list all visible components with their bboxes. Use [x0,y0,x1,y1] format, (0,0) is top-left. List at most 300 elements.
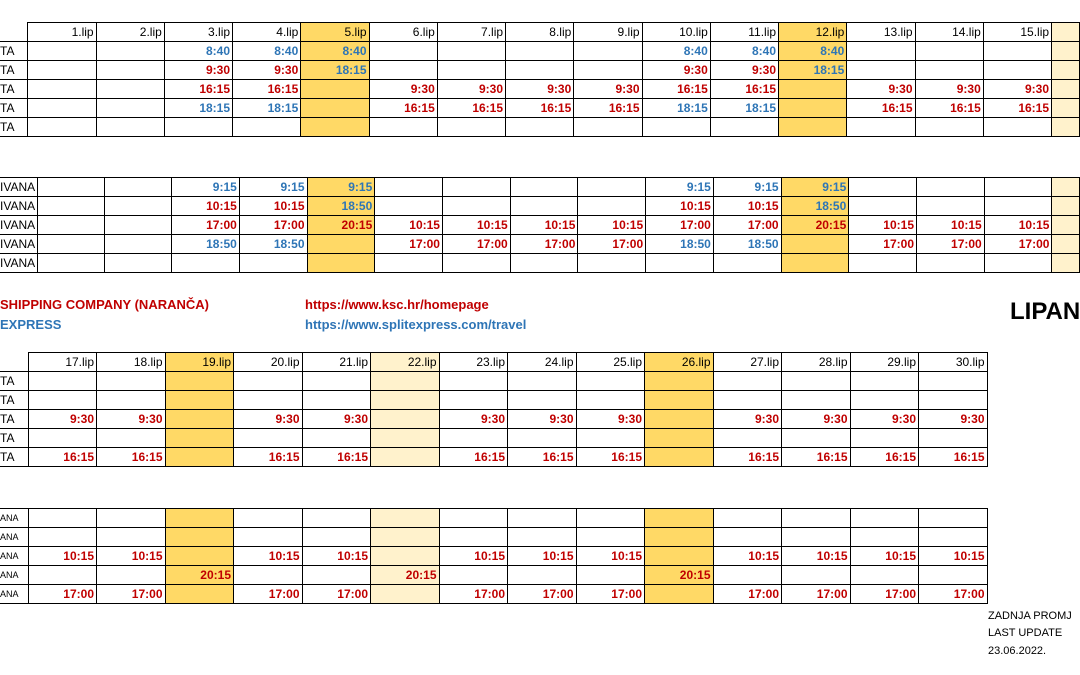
date-header: 19.lip [165,353,234,372]
departure-time-cell: 16:15 [782,448,851,467]
departure-time-cell: 18:15 [301,61,369,80]
departure-time-cell [849,254,917,273]
departure-time-cell: 9:30 [576,410,645,429]
departure-time-cell [850,391,919,410]
departure-time-cell: 9:30 [919,410,988,429]
table-row [0,216,1080,235]
table-row [0,178,1080,197]
departure-time-cell [506,61,574,80]
departure-time-cell [439,528,508,547]
table-row [0,235,1080,254]
date-header: 23.lip [439,353,508,372]
departure-time-cell [1052,254,1080,273]
departure-time-cell: 16:15 [983,99,1051,118]
departure-time-cell [1052,42,1080,61]
departure-time-cell: 17:00 [782,585,851,604]
departure-time-cell: 16:15 [576,448,645,467]
route-label: IVANA [0,178,38,197]
departure-time-cell: 17:00 [713,585,782,604]
departure-time-cell [307,235,375,254]
departure-time-cell [371,391,440,410]
table-row [0,528,987,547]
departure-time-cell [369,42,437,61]
departure-time-cell: 8:40 [642,42,710,61]
departure-time-cell [779,118,847,137]
header-corner [0,23,28,42]
departure-time-cell: 9:15 [307,178,375,197]
departure-time-cell [302,566,371,585]
departure-time-cell [371,372,440,391]
departure-time-cell: 9:30 [233,61,301,80]
table-row [0,197,1080,216]
departure-time-cell [375,254,443,273]
departure-time-cell: 9:15 [172,178,240,197]
departure-time-cell [984,178,1052,197]
departure-time-cell: 16:15 [302,448,371,467]
departure-time-cell: 10:15 [172,197,240,216]
table-row [0,448,987,467]
departure-time-cell: 9:15 [781,178,849,197]
route-label: IVANA [0,216,38,235]
date-header: 24.lip [508,353,577,372]
departure-time-cell [576,372,645,391]
route-label: ANA [0,509,28,528]
departure-time-cell [646,254,714,273]
departure-time-cell: 8:40 [779,42,847,61]
route-label: ANA [0,528,28,547]
departure-time-cell [38,235,105,254]
departure-time-cell: 17:00 [646,216,714,235]
departure-time-cell [645,410,714,429]
departure-time-cell: 17:00 [28,585,97,604]
departure-time-cell [97,429,166,448]
departure-time-cell [782,509,851,528]
departure-time-cell: 20:15 [781,216,849,235]
departure-time-cell: 10:15 [578,216,646,235]
table-row [0,118,1080,137]
departure-time-cell: 17:00 [917,235,985,254]
departure-time-cell [97,372,166,391]
departure-time-cell [983,42,1051,61]
departure-time-cell: 17:00 [984,235,1052,254]
departure-time-cell [574,118,642,137]
route-label: TA [0,429,28,448]
departure-time-cell [576,509,645,528]
date-header: 4.lip [233,23,301,42]
departure-time-cell [915,118,983,137]
departure-time-cell: 17:00 [302,585,371,604]
departure-time-cell [97,528,166,547]
departure-time-cell [508,391,577,410]
departure-time-cell [508,372,577,391]
departure-time-cell [915,61,983,80]
departure-time-cell [713,566,782,585]
departure-time-cell [371,528,440,547]
departure-time-cell [302,528,371,547]
departure-time-cell [437,61,505,80]
route-label: IVANA [0,197,38,216]
departure-time-cell: 16:15 [850,448,919,467]
departure-time-cell [578,197,646,216]
departure-time-cell [164,118,232,137]
departure-time-cell: 17:00 [239,216,307,235]
departure-time-cell [442,197,510,216]
departure-time-cell: 16:15 [713,448,782,467]
departure-time-cell [28,118,96,137]
route-label: ANA [0,547,28,566]
departure-time-cell: 10:15 [439,547,508,566]
table-row [0,585,987,604]
departure-time-cell [710,118,778,137]
departure-time-cell [375,178,443,197]
date-header: 7.lip [437,23,505,42]
departure-time-cell [165,585,234,604]
departure-time-cell [96,118,164,137]
date-header: 12.lip [779,23,847,42]
departure-time-cell: 16:15 [164,80,232,99]
departure-time-cell: 20:15 [371,566,440,585]
departure-time-cell: 10:15 [510,216,578,235]
departure-time-cell [1052,118,1080,137]
departure-time-cell [781,235,849,254]
departure-time-cell: 9:30 [713,410,782,429]
departure-time-cell: 18:50 [239,235,307,254]
route-label: TA [0,372,28,391]
departure-time-cell [576,566,645,585]
route-label: TA [0,80,28,99]
departure-time-cell: 18:50 [781,197,849,216]
departure-time-cell: 10:15 [508,547,577,566]
departure-time-cell: 10:15 [917,216,985,235]
departure-time-cell [369,118,437,137]
link-ksc[interactable]: https://www.ksc.hr/homepage [305,297,489,312]
departure-time-cell [439,509,508,528]
table-row [0,391,987,410]
departure-time-cell [439,566,508,585]
departure-time-cell: 9:15 [646,178,714,197]
date-header: 17.lip [28,353,97,372]
departure-time-cell: 17:00 [713,216,781,235]
departure-time-cell [506,42,574,61]
departure-time-cell: 10:15 [782,547,851,566]
departure-time-cell [371,429,440,448]
departure-time-cell [1052,197,1080,216]
departure-time-cell [302,391,371,410]
departure-time-cell [850,509,919,528]
departure-time-cell [371,585,440,604]
departure-time-cell [713,528,782,547]
departure-time-cell [576,391,645,410]
departure-time-cell [779,80,847,99]
company-name-ksc: SHIPPING COMPANY (NARANČA) [0,297,209,312]
departure-time-cell [915,42,983,61]
departure-time-cell: 20:15 [645,566,714,585]
departure-time-cell [983,118,1051,137]
departure-time-cell: 17:00 [919,585,988,604]
departure-time-cell [508,509,577,528]
date-header: 28.lip [782,353,851,372]
header-corner [0,353,28,372]
departure-time-cell [234,391,303,410]
departure-time-cell [437,118,505,137]
departure-time-cell [642,118,710,137]
header-row [0,353,987,372]
departure-time-cell: 8:40 [233,42,301,61]
route-label: IVANA [0,235,38,254]
departure-time-cell [849,197,917,216]
departure-time-cell: 17:00 [439,585,508,604]
departure-time-cell [371,509,440,528]
departure-time-cell: 16:15 [437,99,505,118]
departure-time-cell: 17:00 [508,585,577,604]
departure-time-cell [28,509,97,528]
departure-time-cell [234,566,303,585]
departure-time-cell: 16:15 [508,448,577,467]
departure-time-cell [917,254,985,273]
table-row [0,410,987,429]
departure-time-cell: 9:15 [713,178,781,197]
departure-time-cell [847,61,915,80]
departure-time-cell: 9:30 [28,410,97,429]
route-label: TA [0,118,28,137]
departure-time-cell [28,566,97,585]
departure-time-cell: 17:00 [375,235,443,254]
departure-time-cell [105,216,172,235]
departure-time-cell [96,61,164,80]
departure-time-cell: 9:30 [642,61,710,80]
departure-time-cell [1052,216,1080,235]
departure-time-cell [782,566,851,585]
departure-time-cell: 10:15 [713,197,781,216]
departure-time-cell [919,566,988,585]
departure-time-cell [105,254,172,273]
departure-time-cell [506,118,574,137]
departure-time-cell [1052,61,1080,80]
last-update-date: 23.06.2022. [988,645,1047,657]
departure-time-cell: 8:40 [710,42,778,61]
route-label: IVANA [0,254,38,273]
departure-time-cell: 16:15 [28,448,97,467]
table-row [0,42,1080,61]
departure-time-cell: 16:15 [847,99,915,118]
departure-time-cell: 9:30 [164,61,232,80]
departure-time-cell [645,585,714,604]
departure-time-cell [645,429,714,448]
departure-time-cell: 18:15 [164,99,232,118]
departure-time-cell: 17:00 [849,235,917,254]
departure-time-cell [919,528,988,547]
departure-time-cell [850,429,919,448]
departure-time-cell: 16:15 [642,80,710,99]
departure-time-cell [847,42,915,61]
departure-time-cell [234,372,303,391]
date-header: 5.lip [301,23,369,42]
table-row [0,429,987,448]
departure-time-cell: 10:15 [234,547,303,566]
departure-time-cell [645,509,714,528]
departure-time-cell [919,509,988,528]
departure-time-cell [165,372,234,391]
departure-time-cell: 9:30 [369,80,437,99]
departure-time-cell: 10:15 [442,216,510,235]
month-title: LIPAN [1010,298,1080,325]
route-label: TA [0,448,28,467]
departure-time-cell: 9:30 [983,80,1051,99]
departure-time-cell [713,372,782,391]
departure-time-cell [919,372,988,391]
departure-time-cell: 9:30 [302,410,371,429]
departure-time-cell [371,547,440,566]
departure-time-cell [165,509,234,528]
departure-time-cell [782,429,851,448]
departure-time-cell [645,372,714,391]
departure-time-cell: 20:15 [307,216,375,235]
departure-time-cell [28,429,97,448]
table-row [0,372,987,391]
departure-time-cell [96,42,164,61]
departure-time-cell [510,197,578,216]
departure-time-cell [302,429,371,448]
schedule-table-departures-week1 [0,22,1080,137]
departure-time-cell [234,528,303,547]
departure-time-cell: 17:00 [510,235,578,254]
departure-time-cell: 18:50 [646,235,714,254]
departure-time-cell: 10:15 [239,197,307,216]
date-header: 20.lip [234,353,303,372]
departure-time-cell [779,99,847,118]
departure-time-cell: 16:15 [97,448,166,467]
date-header: 11.lip [710,23,778,42]
departure-time-cell [38,178,105,197]
departure-time-cell [984,197,1052,216]
departure-time-cell: 10:15 [984,216,1052,235]
departure-time-cell: 16:15 [506,99,574,118]
departure-time-cell: 9:30 [915,80,983,99]
table-row [0,509,987,528]
date-header: 30.lip [919,353,988,372]
last-update-label-hr: ZADNJA PROMJ [988,610,1072,622]
departure-time-cell [919,391,988,410]
route-label: TA [0,391,28,410]
departure-time-cell: 9:15 [239,178,307,197]
departure-time-cell [508,429,577,448]
departure-time-cell [782,528,851,547]
departure-time-cell [233,118,301,137]
date-header: 18.lip [97,353,166,372]
departure-time-cell: 17:00 [578,235,646,254]
departure-time-cell [28,391,97,410]
departure-time-cell: 16:15 [919,448,988,467]
departure-time-cell [97,566,166,585]
departure-time-cell: 9:30 [97,410,166,429]
departure-time-cell: 9:30 [847,80,915,99]
departure-time-cell [437,42,505,61]
departure-time-cell [849,178,917,197]
departure-time-cell [645,391,714,410]
departure-time-cell [302,509,371,528]
schedule-table-returns-week2 [0,508,988,604]
departure-time-cell: 9:30 [782,410,851,429]
departure-time-cell [38,197,105,216]
departure-time-cell [713,509,782,528]
departure-time-cell [984,254,1052,273]
departure-time-cell: 16:15 [710,80,778,99]
departure-time-cell: 20:15 [165,566,234,585]
departure-time-cell: 18:15 [779,61,847,80]
departure-time-cell [1052,178,1080,197]
table-row [0,254,1080,273]
departure-time-cell [96,99,164,118]
departure-time-cell [28,99,96,118]
departure-time-cell [713,254,781,273]
departure-time-cell [983,61,1051,80]
departure-time-cell [375,197,443,216]
date-header: 26.lip [645,353,714,372]
departure-time-cell: 10:15 [919,547,988,566]
departure-time-cell [645,528,714,547]
departure-time-cell: 17:00 [850,585,919,604]
table-row [0,61,1080,80]
table-row [0,547,987,566]
departure-time-cell [371,410,440,429]
departure-time-cell [508,528,577,547]
date-header: 9.lip [574,23,642,42]
departure-time-cell: 10:15 [302,547,371,566]
departure-time-cell [234,429,303,448]
date-header: 15.lip [983,23,1051,42]
departure-time-cell: 10:15 [713,547,782,566]
date-header: 21.lip [302,353,371,372]
departure-time-cell [442,178,510,197]
company-name-split-express: EXPRESS [0,317,62,332]
departure-time-cell: 10:15 [375,216,443,235]
departure-time-cell [301,80,369,99]
departure-time-cell [578,178,646,197]
date-header [1052,23,1080,42]
departure-time-cell [574,42,642,61]
departure-time-cell [301,99,369,118]
departure-time-cell: 17:00 [576,585,645,604]
route-label: TA [0,99,28,118]
departure-time-cell [508,566,577,585]
departure-time-cell [439,372,508,391]
departure-time-cell [781,254,849,273]
departure-time-cell: 10:15 [576,547,645,566]
date-header: 22.lip [371,353,440,372]
departure-time-cell [28,61,96,80]
departure-time-cell [442,254,510,273]
departure-time-cell: 16:15 [574,99,642,118]
departure-time-cell [105,235,172,254]
departure-time-cell [97,509,166,528]
departure-time-cell [576,429,645,448]
departure-time-cell: 9:30 [574,80,642,99]
departure-time-cell: 18:15 [710,99,778,118]
departure-time-cell [850,372,919,391]
date-header: 13.lip [847,23,915,42]
date-header: 3.lip [164,23,232,42]
date-header: 6.lip [369,23,437,42]
departure-time-cell [917,197,985,216]
departure-time-cell: 9:30 [508,410,577,429]
route-label: ANA [0,585,28,604]
departure-time-cell: 18:50 [307,197,375,216]
departure-time-cell [919,429,988,448]
departure-time-cell [165,410,234,429]
link-split-express[interactable]: https://www.splitexpress.com/travel [305,317,527,332]
route-label: ANA [0,566,28,585]
departure-time-cell [645,547,714,566]
